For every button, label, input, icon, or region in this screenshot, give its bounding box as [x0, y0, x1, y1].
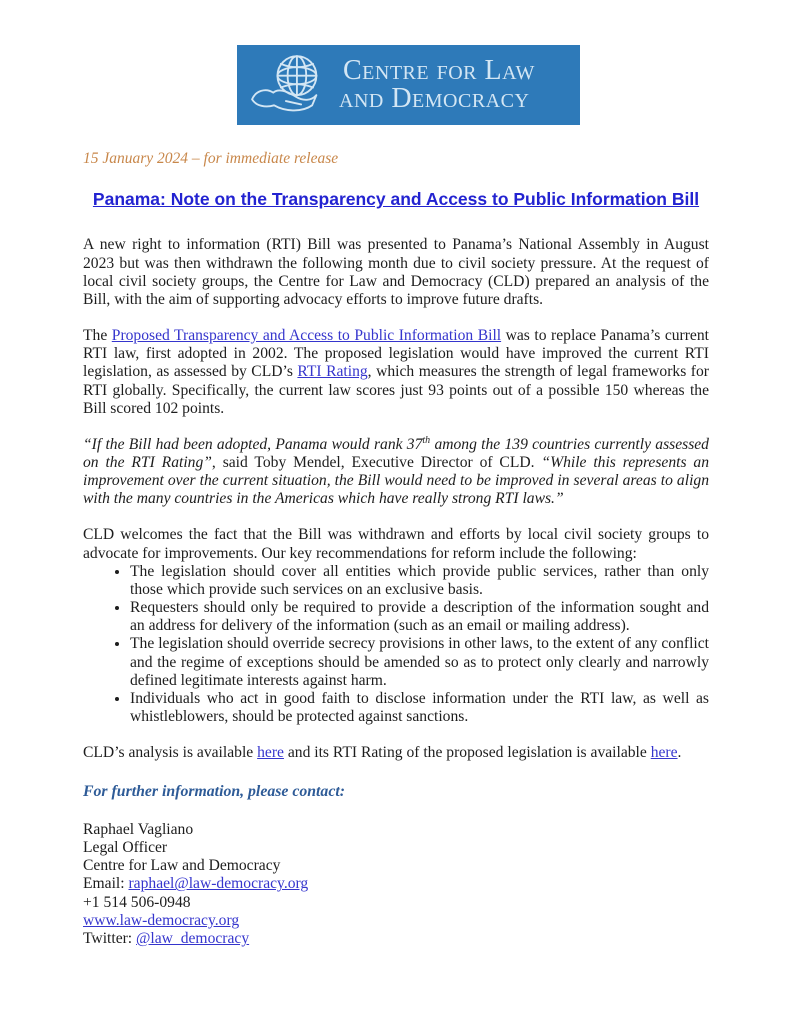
proposed-bill-link[interactable]: Proposed Transparency and Access to Public Information Bill: [111, 327, 502, 345]
contact-email-line: [83, 875, 709, 893]
quote-attribution: , said Toby Mendel, Executive Director of CLD.: [211, 453, 542, 471]
logo-text: [339, 55, 535, 114]
list-item: • The legislation should override secrecy provisions in other laws, to the extent of any conflict and the regime of exceptions should be amended so as to protect only clearly and narrowly defined legitimate interests against harm.: [130, 635, 709, 689]
text-run: was to replace Panama’s current RTI law, first adopted in 2002. The proposed legislation would have improved the current RTI legislation, as assessed by CLD’s: [83, 327, 709, 381]
text-run: .: [677, 744, 682, 762]
analysis-here-link[interactable]: here: [257, 744, 284, 762]
contact-org: Centre for Law and Democracy: [83, 857, 281, 875]
text-run: and its RTI Rating of the proposed legislation is available: [283, 744, 651, 762]
contact-name: Raphael Vagliano: [83, 820, 194, 838]
recommendations-list: [83, 563, 709, 726]
document-title[interactable]: [83, 189, 709, 209]
quote-text: “If the Bill had been adopted, Panama would rank 37: [83, 435, 423, 453]
logo-line-1: Centre for Law: [343, 55, 535, 86]
text-run: , which measures the strength of legal frameworks for RTI globally. Specifically, the current law scores just 93 points out of a possible 150 whereas the Bill scored 102 points.: [83, 363, 709, 417]
contact-phone: +1 514 506-0948: [83, 893, 191, 911]
paragraph-recommendations-intro: CLD welcomes the fact that the Bill was withdrawn and efforts by local civil society groups to advocate for improvements. Our key recommendations for reform include the following:: [83, 526, 709, 562]
paragraph-analysis-links: [83, 744, 709, 762]
text-run: CLD’s analysis is available: [83, 744, 258, 762]
twitter-link[interactable]: @law_democracy: [136, 930, 250, 948]
paragraph-bill-details: [83, 327, 709, 418]
release-date-line: 15 January 2024 – for immediate release: [83, 150, 339, 167]
contact-twitter-line: [83, 930, 709, 948]
rti-rating-link[interactable]: RTI Rating: [297, 363, 368, 381]
cld-logo: [237, 45, 580, 125]
paragraph-quote: [83, 436, 709, 509]
text-run: The: [83, 327, 112, 345]
list-item: • Individuals who act in good faith to disclose information under the RTI law, as well as whistleblowers, should be protected against sanctions.: [130, 690, 709, 726]
quote-text: “While this represents an improvement over the current situation, the Bill would need to be improved in several areas to align with the many countries in the Americas which have really strong RTI laws.”: [83, 453, 710, 508]
email-link[interactable]: raphael@law-democracy.org: [128, 875, 309, 893]
email-label: Email:: [83, 875, 129, 893]
website-link[interactable]: www.law-democracy.org: [83, 911, 240, 929]
contact-website-line: [83, 912, 709, 930]
logo-line-2: and Democracy: [339, 83, 530, 114]
contact-heading: For further information, please contact:: [83, 783, 345, 801]
contact-role: Legal Officer: [83, 838, 168, 856]
quote-text: among the 139 countries currently assessed on the RTI Rating”: [83, 435, 709, 471]
globe-in-hand-icon: [247, 52, 335, 118]
paragraph-intro: A new right to information (RTI) Bill was presented to Panama’s National Assembly in August 2023 but was then withdrawn the following month due to civil society pressure. At the request of local civil society groups, the Centre for Law and Democracy (CLD) prepared an analysis of the Bill, with the aim of supporting advocacy efforts to improve future drafts.: [83, 236, 709, 308]
document-title-text[interactable]: Panama: Note on the Transparency and Access to Public Information Bill: [92, 189, 700, 210]
list-item: • Requesters should only be required to provide a description of the information sought and an address for delivery of the information (such as an email or mailing address).: [130, 599, 709, 635]
twitter-label: Twitter:: [83, 930, 137, 948]
ordinal-superscript: th: [422, 434, 431, 446]
rating-here-link[interactable]: here: [650, 744, 678, 762]
contact-block: [83, 821, 709, 949]
list-item: • The legislation should cover all entities which provide public services, rather than only those which provide such services on an exclusive basis.: [130, 563, 709, 599]
